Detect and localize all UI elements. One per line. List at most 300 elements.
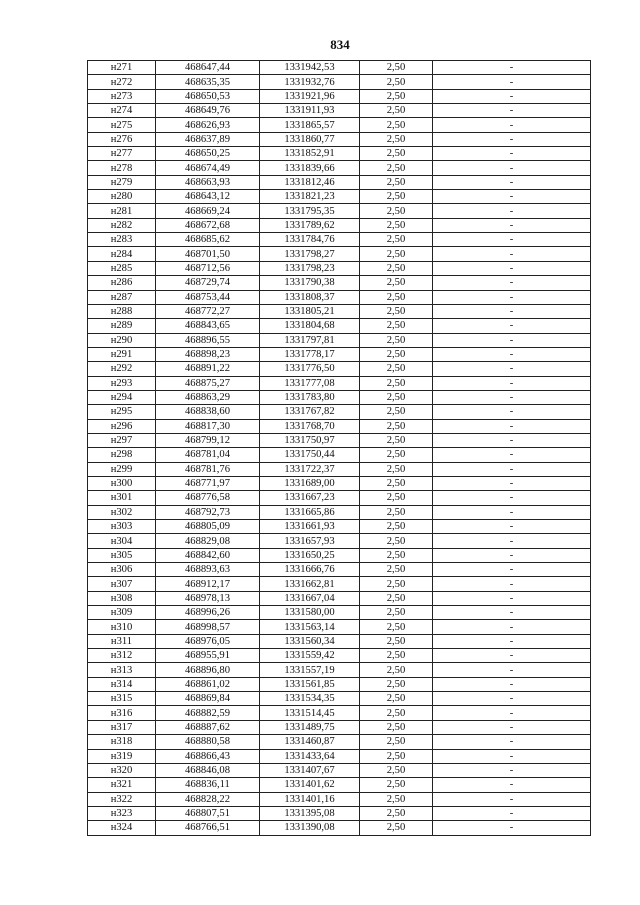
precision-cell: 2,50 <box>360 390 433 404</box>
precision-cell: 2,50 <box>360 778 433 792</box>
x-coordinate-cell: 468891,22 <box>156 362 260 376</box>
point-id-cell: н288 <box>88 304 156 318</box>
y-coordinate-cell: 1331839,66 <box>260 161 360 175</box>
point-id-cell: н303 <box>88 520 156 534</box>
coordinates-table-body <box>88 61 591 836</box>
table-row <box>88 390 591 404</box>
x-coordinate-cell: 468861,02 <box>156 677 260 691</box>
table-row <box>88 491 591 505</box>
precision-cell: 2,50 <box>360 677 433 691</box>
x-coordinate-cell: 468729,74 <box>156 276 260 290</box>
x-coordinate-cell: 468781,04 <box>156 448 260 462</box>
y-coordinate-cell: 1331798,23 <box>260 261 360 275</box>
table-row <box>88 692 591 706</box>
y-coordinate-cell: 1331852,91 <box>260 147 360 161</box>
table-row <box>88 347 591 361</box>
coordinates-table <box>87 60 591 836</box>
table-row <box>88 720 591 734</box>
x-coordinate-cell: 468771,97 <box>156 476 260 490</box>
point-id-cell: н317 <box>88 720 156 734</box>
x-coordinate-cell: 468869,84 <box>156 692 260 706</box>
table-row <box>88 218 591 232</box>
x-coordinate-cell: 468635,35 <box>156 75 260 89</box>
note-cell: - <box>433 376 591 390</box>
point-id-cell: н314 <box>88 677 156 691</box>
x-coordinate-cell: 468650,25 <box>156 147 260 161</box>
y-coordinate-cell: 1331768,70 <box>260 419 360 433</box>
y-coordinate-cell: 1331407,67 <box>260 763 360 777</box>
y-coordinate-cell: 1331657,93 <box>260 534 360 548</box>
note-cell: - <box>433 692 591 706</box>
table-row <box>88 792 591 806</box>
note-cell: - <box>433 89 591 103</box>
y-coordinate-cell: 1331921,96 <box>260 89 360 103</box>
table-row <box>88 233 591 247</box>
x-coordinate-cell: 468996,26 <box>156 606 260 620</box>
precision-cell: 2,50 <box>360 649 433 663</box>
y-coordinate-cell: 1331790,38 <box>260 276 360 290</box>
precision-cell: 2,50 <box>360 720 433 734</box>
table-row <box>88 75 591 89</box>
table-row <box>88 620 591 634</box>
table-row <box>88 405 591 419</box>
note-cell: - <box>433 706 591 720</box>
x-coordinate-cell: 468781,76 <box>156 462 260 476</box>
precision-cell: 2,50 <box>360 61 433 75</box>
x-coordinate-cell: 468846,08 <box>156 763 260 777</box>
precision-cell: 2,50 <box>360 204 433 218</box>
precision-cell: 2,50 <box>360 147 433 161</box>
point-id-cell: н312 <box>88 649 156 663</box>
point-id-cell: н298 <box>88 448 156 462</box>
table-row <box>88 175 591 189</box>
table-row <box>88 319 591 333</box>
y-coordinate-cell: 1331805,21 <box>260 304 360 318</box>
note-cell: - <box>433 190 591 204</box>
table-row <box>88 476 591 490</box>
precision-cell: 2,50 <box>360 663 433 677</box>
x-coordinate-cell: 468753,44 <box>156 290 260 304</box>
note-cell: - <box>433 735 591 749</box>
point-id-cell: н324 <box>88 821 156 835</box>
table-row <box>88 147 591 161</box>
y-coordinate-cell: 1331777,08 <box>260 376 360 390</box>
y-coordinate-cell: 1331580,00 <box>260 606 360 620</box>
note-cell: - <box>433 433 591 447</box>
table-row <box>88 649 591 663</box>
point-id-cell: н307 <box>88 577 156 591</box>
y-coordinate-cell: 1331667,23 <box>260 491 360 505</box>
note-cell: - <box>433 792 591 806</box>
y-coordinate-cell: 1331798,27 <box>260 247 360 261</box>
x-coordinate-cell: 468882,59 <box>156 706 260 720</box>
point-id-cell: н320 <box>88 763 156 777</box>
table-row <box>88 706 591 720</box>
x-coordinate-cell: 468875,27 <box>156 376 260 390</box>
note-cell: - <box>433 476 591 490</box>
point-id-cell: н319 <box>88 749 156 763</box>
precision-cell: 2,50 <box>360 276 433 290</box>
point-id-cell: н291 <box>88 347 156 361</box>
point-id-cell: н283 <box>88 233 156 247</box>
note-cell: - <box>433 290 591 304</box>
y-coordinate-cell: 1331795,35 <box>260 204 360 218</box>
note-cell: - <box>433 806 591 820</box>
point-id-cell: н275 <box>88 118 156 132</box>
point-id-cell: н290 <box>88 333 156 347</box>
note-cell: - <box>433 276 591 290</box>
y-coordinate-cell: 1331911,93 <box>260 104 360 118</box>
table-row <box>88 591 591 605</box>
table-row <box>88 763 591 777</box>
note-cell: - <box>433 663 591 677</box>
precision-cell: 2,50 <box>360 376 433 390</box>
point-id-cell: н277 <box>88 147 156 161</box>
note-cell: - <box>433 247 591 261</box>
y-coordinate-cell: 1331514,45 <box>260 706 360 720</box>
y-coordinate-cell: 1331661,93 <box>260 520 360 534</box>
note-cell: - <box>433 405 591 419</box>
note-cell: - <box>433 147 591 161</box>
x-coordinate-cell: 468836,11 <box>156 778 260 792</box>
table-row <box>88 821 591 835</box>
x-coordinate-cell: 468805,09 <box>156 520 260 534</box>
x-coordinate-cell: 468701,50 <box>156 247 260 261</box>
y-coordinate-cell: 1331821,23 <box>260 190 360 204</box>
point-id-cell: н310 <box>88 620 156 634</box>
x-coordinate-cell: 468799,12 <box>156 433 260 447</box>
precision-cell: 2,50 <box>360 520 433 534</box>
note-cell: - <box>433 577 591 591</box>
y-coordinate-cell: 1331812,46 <box>260 175 360 189</box>
note-cell: - <box>433 778 591 792</box>
point-id-cell: н313 <box>88 663 156 677</box>
x-coordinate-cell: 468898,23 <box>156 347 260 361</box>
point-id-cell: н284 <box>88 247 156 261</box>
point-id-cell: н279 <box>88 175 156 189</box>
precision-cell: 2,50 <box>360 118 433 132</box>
table-row <box>88 333 591 347</box>
point-id-cell: н280 <box>88 190 156 204</box>
x-coordinate-cell: 468896,55 <box>156 333 260 347</box>
note-cell: - <box>433 563 591 577</box>
y-coordinate-cell: 1331689,00 <box>260 476 360 490</box>
precision-cell: 2,50 <box>360 491 433 505</box>
precision-cell: 2,50 <box>360 362 433 376</box>
precision-cell: 2,50 <box>360 563 433 577</box>
note-cell: - <box>433 304 591 318</box>
y-coordinate-cell: 1331789,62 <box>260 218 360 232</box>
table-row <box>88 778 591 792</box>
table-row <box>88 132 591 146</box>
table-row <box>88 577 591 591</box>
x-coordinate-cell: 468843,65 <box>156 319 260 333</box>
point-id-cell: н308 <box>88 591 156 605</box>
y-coordinate-cell: 1331489,75 <box>260 720 360 734</box>
x-coordinate-cell: 468817,30 <box>156 419 260 433</box>
point-id-cell: н271 <box>88 61 156 75</box>
x-coordinate-cell: 468772,27 <box>156 304 260 318</box>
y-coordinate-cell: 1331667,04 <box>260 591 360 605</box>
y-coordinate-cell: 1331563,14 <box>260 620 360 634</box>
x-coordinate-cell: 468955,91 <box>156 649 260 663</box>
note-cell: - <box>433 491 591 505</box>
x-coordinate-cell: 468807,51 <box>156 806 260 820</box>
x-coordinate-cell: 468650,53 <box>156 89 260 103</box>
point-id-cell: н297 <box>88 433 156 447</box>
x-coordinate-cell: 468880,58 <box>156 735 260 749</box>
y-coordinate-cell: 1331750,44 <box>260 448 360 462</box>
table-row <box>88 61 591 75</box>
x-coordinate-cell: 468896,80 <box>156 663 260 677</box>
note-cell: - <box>433 104 591 118</box>
point-id-cell: н318 <box>88 735 156 749</box>
point-id-cell: н301 <box>88 491 156 505</box>
point-id-cell: н286 <box>88 276 156 290</box>
point-id-cell: н285 <box>88 261 156 275</box>
y-coordinate-cell: 1331750,97 <box>260 433 360 447</box>
precision-cell: 2,50 <box>360 806 433 820</box>
x-coordinate-cell: 468828,22 <box>156 792 260 806</box>
point-id-cell: н292 <box>88 362 156 376</box>
table-row <box>88 806 591 820</box>
note-cell: - <box>433 462 591 476</box>
table-row <box>88 304 591 318</box>
table-row <box>88 118 591 132</box>
y-coordinate-cell: 1331662,81 <box>260 577 360 591</box>
point-id-cell: н272 <box>88 75 156 89</box>
precision-cell: 2,50 <box>360 89 433 103</box>
precision-cell: 2,50 <box>360 749 433 763</box>
precision-cell: 2,50 <box>360 190 433 204</box>
x-coordinate-cell: 468776,58 <box>156 491 260 505</box>
y-coordinate-cell: 1331559,42 <box>260 649 360 663</box>
note-cell: - <box>433 218 591 232</box>
x-coordinate-cell: 468649,76 <box>156 104 260 118</box>
table-row <box>88 548 591 562</box>
point-id-cell: н321 <box>88 778 156 792</box>
precision-cell: 2,50 <box>360 821 433 835</box>
precision-cell: 2,50 <box>360 247 433 261</box>
note-cell: - <box>433 261 591 275</box>
note-cell: - <box>433 821 591 835</box>
point-id-cell: н282 <box>88 218 156 232</box>
precision-cell: 2,50 <box>360 75 433 89</box>
point-id-cell: н316 <box>88 706 156 720</box>
point-id-cell: н273 <box>88 89 156 103</box>
note-cell: - <box>433 233 591 247</box>
point-id-cell: н322 <box>88 792 156 806</box>
precision-cell: 2,50 <box>360 104 433 118</box>
table-row <box>88 663 591 677</box>
x-coordinate-cell: 468766,51 <box>156 821 260 835</box>
x-coordinate-cell: 468912,17 <box>156 577 260 591</box>
note-cell: - <box>433 419 591 433</box>
note-cell: - <box>433 175 591 189</box>
table-row <box>88 606 591 620</box>
table-row <box>88 677 591 691</box>
note-cell: - <box>433 505 591 519</box>
y-coordinate-cell: 1331433,64 <box>260 749 360 763</box>
x-coordinate-cell: 468712,56 <box>156 261 260 275</box>
x-coordinate-cell: 468998,57 <box>156 620 260 634</box>
y-coordinate-cell: 1331665,86 <box>260 505 360 519</box>
x-coordinate-cell: 468672,68 <box>156 218 260 232</box>
precision-cell: 2,50 <box>360 548 433 562</box>
x-coordinate-cell: 468674,49 <box>156 161 260 175</box>
point-id-cell: н281 <box>88 204 156 218</box>
note-cell: - <box>433 591 591 605</box>
table-row <box>88 89 591 103</box>
page-number: 834 <box>330 37 350 52</box>
y-coordinate-cell: 1331666,76 <box>260 563 360 577</box>
y-coordinate-cell: 1331395,08 <box>260 806 360 820</box>
note-cell: - <box>433 161 591 175</box>
y-coordinate-cell: 1331797,81 <box>260 333 360 347</box>
x-coordinate-cell: 468829,08 <box>156 534 260 548</box>
precision-cell: 2,50 <box>360 233 433 247</box>
precision-cell: 2,50 <box>360 606 433 620</box>
precision-cell: 2,50 <box>360 175 433 189</box>
table-row <box>88 534 591 548</box>
table-row <box>88 362 591 376</box>
table-row <box>88 104 591 118</box>
y-coordinate-cell: 1331778,17 <box>260 347 360 361</box>
y-coordinate-cell: 1331560,34 <box>260 634 360 648</box>
table-row <box>88 462 591 476</box>
x-coordinate-cell: 468978,13 <box>156 591 260 605</box>
y-coordinate-cell: 1331722,37 <box>260 462 360 476</box>
precision-cell: 2,50 <box>360 620 433 634</box>
point-id-cell: н305 <box>88 548 156 562</box>
precision-cell: 2,50 <box>360 161 433 175</box>
y-coordinate-cell: 1331557,19 <box>260 663 360 677</box>
precision-cell: 2,50 <box>360 462 433 476</box>
x-coordinate-cell: 468842,60 <box>156 548 260 562</box>
precision-cell: 2,50 <box>360 735 433 749</box>
table-row <box>88 749 591 763</box>
note-cell: - <box>433 720 591 734</box>
note-cell: - <box>433 319 591 333</box>
precision-cell: 2,50 <box>360 706 433 720</box>
y-coordinate-cell: 1331401,62 <box>260 778 360 792</box>
table-row <box>88 190 591 204</box>
point-id-cell: н323 <box>88 806 156 820</box>
x-coordinate-cell: 468866,43 <box>156 749 260 763</box>
precision-cell: 2,50 <box>360 763 433 777</box>
table-row <box>88 419 591 433</box>
table-row <box>88 204 591 218</box>
point-id-cell: н300 <box>88 476 156 490</box>
note-cell: - <box>433 204 591 218</box>
x-coordinate-cell: 468893,63 <box>156 563 260 577</box>
precision-cell: 2,50 <box>360 419 433 433</box>
table-row <box>88 520 591 534</box>
precision-cell: 2,50 <box>360 319 433 333</box>
point-id-cell: н276 <box>88 132 156 146</box>
x-coordinate-cell: 468838,60 <box>156 405 260 419</box>
table-row <box>88 634 591 648</box>
precision-cell: 2,50 <box>360 261 433 275</box>
precision-cell: 2,50 <box>360 476 433 490</box>
y-coordinate-cell: 1331860,77 <box>260 132 360 146</box>
x-coordinate-cell: 468626,93 <box>156 118 260 132</box>
table-row <box>88 563 591 577</box>
precision-cell: 2,50 <box>360 692 433 706</box>
y-coordinate-cell: 1331804,68 <box>260 319 360 333</box>
point-id-cell: н311 <box>88 634 156 648</box>
precision-cell: 2,50 <box>360 634 433 648</box>
point-id-cell: н302 <box>88 505 156 519</box>
note-cell: - <box>433 333 591 347</box>
precision-cell: 2,50 <box>360 433 433 447</box>
y-coordinate-cell: 1331460,87 <box>260 735 360 749</box>
note-cell: - <box>433 347 591 361</box>
y-coordinate-cell: 1331865,57 <box>260 118 360 132</box>
point-id-cell: н299 <box>88 462 156 476</box>
point-id-cell: н315 <box>88 692 156 706</box>
point-id-cell: н274 <box>88 104 156 118</box>
note-cell: - <box>433 390 591 404</box>
precision-cell: 2,50 <box>360 347 433 361</box>
note-cell: - <box>433 520 591 534</box>
precision-cell: 2,50 <box>360 448 433 462</box>
note-cell: - <box>433 677 591 691</box>
note-cell: - <box>433 362 591 376</box>
point-id-cell: н295 <box>88 405 156 419</box>
table-row <box>88 735 591 749</box>
note-cell: - <box>433 534 591 548</box>
table-row <box>88 161 591 175</box>
point-id-cell: н304 <box>88 534 156 548</box>
point-id-cell: н287 <box>88 290 156 304</box>
note-cell: - <box>433 132 591 146</box>
note-cell: - <box>433 75 591 89</box>
table-row <box>88 261 591 275</box>
point-id-cell: н278 <box>88 161 156 175</box>
note-cell: - <box>433 620 591 634</box>
precision-cell: 2,50 <box>360 333 433 347</box>
y-coordinate-cell: 1331783,80 <box>260 390 360 404</box>
x-coordinate-cell: 468643,12 <box>156 190 260 204</box>
point-id-cell: н296 <box>88 419 156 433</box>
precision-cell: 2,50 <box>360 304 433 318</box>
point-id-cell: н293 <box>88 376 156 390</box>
x-coordinate-cell: 468976,05 <box>156 634 260 648</box>
y-coordinate-cell: 1331784,76 <box>260 233 360 247</box>
x-coordinate-cell: 468647,44 <box>156 61 260 75</box>
precision-cell: 2,50 <box>360 405 433 419</box>
x-coordinate-cell: 468669,24 <box>156 204 260 218</box>
x-coordinate-cell: 468887,62 <box>156 720 260 734</box>
note-cell: - <box>433 634 591 648</box>
table-row <box>88 433 591 447</box>
precision-cell: 2,50 <box>360 132 433 146</box>
note-cell: - <box>433 448 591 462</box>
x-coordinate-cell: 468637,89 <box>156 132 260 146</box>
precision-cell: 2,50 <box>360 591 433 605</box>
note-cell: - <box>433 649 591 663</box>
x-coordinate-cell: 468663,93 <box>156 175 260 189</box>
precision-cell: 2,50 <box>360 792 433 806</box>
note-cell: - <box>433 606 591 620</box>
y-coordinate-cell: 1331776,50 <box>260 362 360 376</box>
table-row <box>88 376 591 390</box>
point-id-cell: н294 <box>88 390 156 404</box>
point-id-cell: н306 <box>88 563 156 577</box>
note-cell: - <box>433 749 591 763</box>
table-row <box>88 247 591 261</box>
